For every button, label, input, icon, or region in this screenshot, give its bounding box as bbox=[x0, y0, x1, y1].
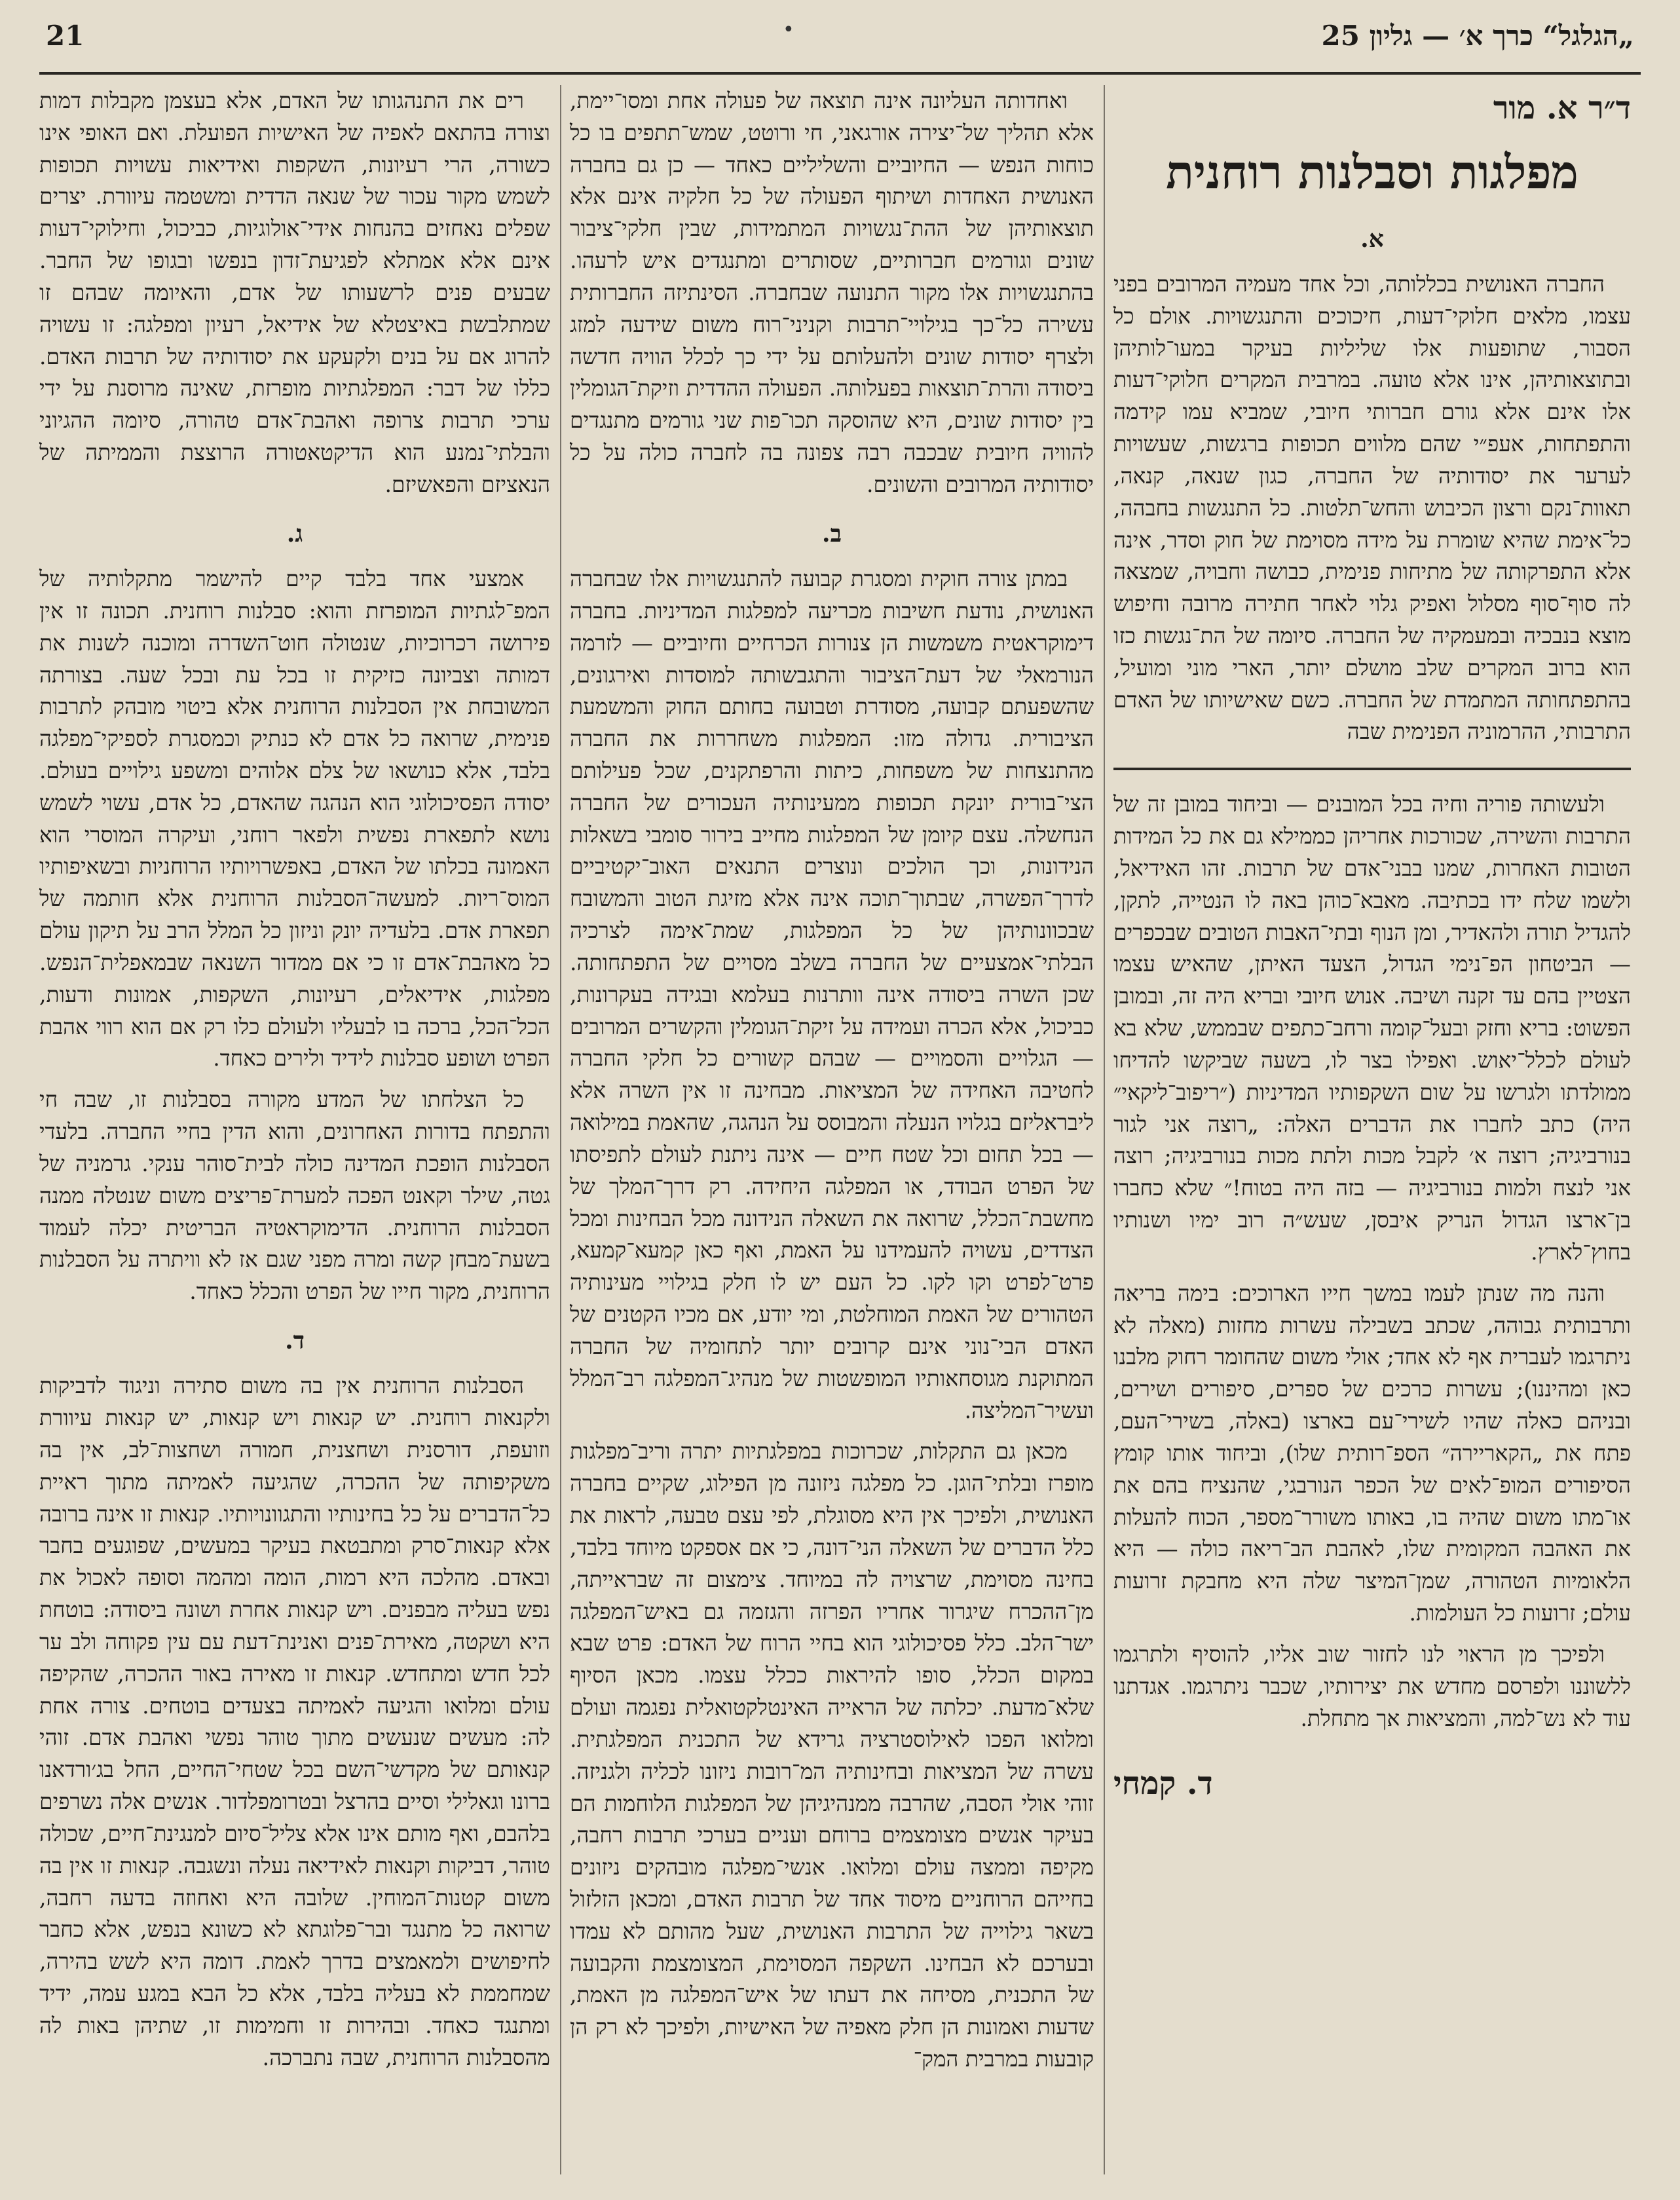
paragraph: החברה האנושית בכללותה, וכל אחד מעמיה המרובים בפני עצמו, מלאים חלוקי־דעות, חיכוכים והתנגשויות. אולם כל הסבור, שתופעות אלו שליליות בעיקר במעו־לותיהן ובתוצאותיהן, אינו אלא טועה. במרבית המקרים חלוקי־דעות אלו אינם אלא גורם חברותי חיובי, שמביא עמו קידמה והתפתחות, אעפ״י שהם מלווים תכופות ברגשות, שעשויות לערער את יסודותיה של החברה, כגון שנאה, קנאה, תאוות־נקם ורצון הכיבוש והחש־תלטות. כל התנגשות בחבהה, כל־אימת שהיא שומרת על מידה מסוימת של חוק וסדר, אינה אלא התפרקותה של מתיחות פנימית, כבושה וחבויה, שמצאה לה סוף־סוף מסלול ואפיק גלוי לאחר חתירה מרובה וחיפוש מוצא בנבכיה ובמעמקיה של החברה. סיומה של הת־נגשות כזו הוא ברוב המקרים שלב מושלם יותר, הארי מוני ומועיל, בהתפתחותה המתמדת של החברה. כשם שאישיותו של האדם התרבותי, ההרמוניה הפנימית שבה bbox=[1113, 270, 1631, 745]
page-header bbox=[0, 0, 1680, 79]
header-ornament: • bbox=[783, 18, 794, 41]
page-number: 21 bbox=[46, 20, 84, 52]
article-separator bbox=[1113, 768, 1631, 770]
paragraph: הסבלנות הרוחנית אין בה משום סתירה וניגוד לדביקות ולקנאות רוחנית. יש קנאות ויש קנאות, יש קנאות עיוורת וזועפת, דורסנית ושחצנית, חמורה ושחצות־לב, אין בה משקיפותה של ההכרה, שהגיעה לאמיתה מתוך ראיית כל־הדברים על כל בחינותיו והתגוונויותיו. קנאות זו אינה ברובה אלא קנאות־סרק ומתבטאת בעיקר במעשים, שפוגעים בחבר ובאדם. מהלכה היא רמות, הומה ומהמה וסופה לאכול את נפש בעליה מבפנים. ויש קנאות אחרת ושונה ביסודה: בוטחת היא ושקטה, מאירת־פנים ואנינת־דעת עם עין פקוחה ולב ער לכל חדש ומתחדש. קנאות זו מאירה באור ההכרה, שהקיפה עולם ומלואו והגיעה לאמיתה בצעדים בוטחים. צורה אחת לה: מעשים שנעשים מתוך טוהר נפשי ואהבת אדם. זוהי קנאותם של מקדשי־השם בכל שטחי־החיים, החל בג׳ורדאנו ברונו וגאלילי וסיים בהרצל ובטרומפלדור. אנשים אלה נשרפים בלהבם, ואף מותם אינו אלא צליל־סיום למנגינת־חיים, שכולה טוהר, דביקות וקנאות לאידיאה נעלה ונשגבה. קנאות זו אין בה משום קטנות־המוחין. שלובה היא ואחוזה בדעה רחבה, שרואה כל מתנגד ובר־פלוגתא לא כשונא בנפש, אלא כחבר לחיפושים ולמאמצים בדרך לאמת. דומה היא לשש בהירה, שמחממת לא בעליה בלבד, אלא כל הבא במגע עמה, ידיד ומתנגד כאחד. ובהירות זו וחמימות זו, שתיהן באות לה מהסבלנות הרוחנית, שבה נתברכה. bbox=[39, 1373, 550, 2070]
header-rule bbox=[39, 72, 1641, 75]
paragraph: מכאן גם התקלות, שכרוכות במפלגתיות יתרה וריב־מפלגות מופרז ובלתי־הוגן. כל מפלגה ניזונה מן הפילוג, שקיים בחברה האנושית, ולפיכך אין היא מסוגלת, לפי עצם טבעה, לראות את כלל הדברים של השאלה הני־דונה, כי אם אספקט מיוחד בלבד, בחינה מסוימת, שרצויה לה במיוחד. צימצום זה שבראייתה, מן־ההכרח שיגרור אחריו הפרזה והגזמה גם באיש־המפלגה ישר־הלב. כלל פסיכולוגי הוא בחיי הרוח של האדם: פרט שבא במקום הכלל, סופו להיראות ככלל עצמו. מכאן הסיוף שלא־מדעת. יכלתה של הראייה האינטלקטואלית נפגמה ועולם ומלואו הפכו לאילוסטרציה גרידא של התכנית המפלגתית. עשרה של המציאות ובחינותיה המ־רובות ניזונו לכליה ולגניזה. זוהי אולי הסבה, שהרבה ממנהיגיהן של המפלגות הלוחמות הם בעיקר אנשים מצומצמים ברוחם ועניים בערכי תרבות רחבה, מקיפה וממצה עולם ומלואו. אנשי־מפלגה מובהקים ניזונים בחייהם הרוחניים מיסוד אחד של תרבות האדם, ומכאן הזלזול בשאר גילוייה של התרבות האנושית, שעל מהותם לא עמדו ובערכם לא הבחינו. השקפה המסוימת, המצומצמת והקבועה של התכנית, מסיחה את דעתו של איש־המפלגה מן האמת, שדעות ואמונות הן חלק מאפיה של האישיות, ולפיכך לא רק הן קובעות במרבית המק־ bbox=[570, 1438, 1094, 2072]
paragraph: והנה מה שנתן לעמו במשך חייו הארוכים: בימה בריאה ותרבותית גבוהה, שכתב בשבילה עשרות מחזות (מאלה לא ניתרגמו לעברית אף לא אחד; אולי משום שהחומר רחוק מלבנו כאן ומהיננו); עשרות כרכים של ספרים, סיפורים ושירים, ובניהם כאלה שהיו לשירי־עם בארצו (באלה, בשירי־העם, פתח את „הקאריירה״ הספ־רותית שלו), וביחוד אותו קומץ הסיפורים המופ־לאים של הכפר הנורבגי, שהנציח בהם את או־מתו משום שהיה בו, באותו משורר־מספר, הכוח להעלות את האהבה המקומית שלו, לאהבת הב־ריאה כולה — היא הלאומיות הטהורה, שמן־המיצר שלה היא מחבקת זרועות עולם; זרועות כל העולמות. bbox=[1113, 1280, 1631, 1626]
paragraph: ולעשותה פוריה וחיה בכל המובנים — וביחוד במובן זה של התרבות והשירה, שכורכות אחריהן כממילא גם את כל המידות הטובות האחרות, שמנו בבני־אדם של תרבות. זהו האידיאל, ולשמו שלח ידו בכתיבה. מאבא־כוהן באה לו הנטייה, לתקן, להגדיל תורה ולהאדיר, ומן הנוף ובתי־האבות הטובים שבכפרים — הביטחון הפ־נימי הגדול, הצעד האיתן, שהאיש עצמו הצטיין בהם עד זקנה ושיבה. אנוש חיובי ובריא היה זה, ובמובן הפשוט: בריא וחזק ובעל־קומה ורחב־כתפים שבממש, שלא בא לעולם לכלל־יאוש. ואפילו בצר לו, בשעה שביקשו להדיחו ממולדתו ולגרשו על שום השקפותיו המדיניות (״ריפוב־ליקאי״ היה) כתב לחברו את הדברים האלה: „רוצה אני לגור בנורביגיה; רוצה א׳ לקבל מכות ולתת מכות בנורביגיה; רוצה אני לנצח ולמות בנורביגיה — בזה היה בטוח!״ שלא כחברו בן־ארצו הגדול הנריק איבסן, שעש״ה רוב ימיו ושנותיו בחוץ־לארץ. bbox=[1113, 791, 1631, 1265]
paragraph: ולפיכך מן הראוי לנו לחזור שוב אליו, להוסיף ולתרגמו ללשוננו ולפרסם מחדש את יצירותיו, שכבר ניתרגמו. אגדתנו עוד לא נש־למה, והמציאות אך מתחלת. bbox=[1113, 1641, 1631, 1731]
paragraph: רים את התנהגותו של האדם, אלא בעצמן מקבלות דמות וצורה בהתאם לאפיה של האישיות הפועלת. ואם האופי אינו כשורה, הרי רעיונות, השקפות ואידיאות עשויות תכופות לשמש מקור עכור של שנאה הדדית ומשטמה עיוורת. יצרים שפלים נאחזים בהנחות אידי־אולוגיות, כביכול, וחילוקי־דעות אינם אלא אמתלא לפגיעת־זדון בנפשו ובגופו של החבר. שבעים פנים לרשעותו של אדם, והאיומה שבהם זו שמתלבשת באיצטלא של אידיאל, רעיון ומפלגה: זו עשויה להרוג אם על בנים ולקעקע את יסודותיה של תרבות האדם. כללו של דבר: המפלגתיות מופרזת, שאינה מרוסנת על ידי ערכי תרבות צרופה ואהבת־אדם טהורה, סיומה ההגיוני והבלתי־נמנע הוא הדיקטאטורה הרוצצת והממיתה של הנאציזם והפאשיזם. bbox=[39, 88, 550, 497]
running-head: „הגלגל“ כרך א׳ — גליון 25 bbox=[1321, 20, 1634, 52]
column-left bbox=[39, 85, 550, 2083]
column-divider bbox=[1104, 85, 1105, 2174]
section-heading: ב. bbox=[822, 519, 842, 548]
section-heading: א. bbox=[1360, 225, 1384, 253]
paragraph: כל הצלחתו של המדע מקורה בסבלנות זו, שבה חי והתפתח בדורות האחרונים, והוא הדין בחיי החברה. בלעדי הסבלנות הופכת המדינה כולה לבית־סוהר ענקי. גרמניה של גטה, שילר וקאנט הפכה למערת־פריצים משום שנטלה ממנה הסבלנות הרוחנית. הדימוקראטיה הבריטית יכלה לעמוד בשעת־מבחן קשה ומרה מפני שגם אז לא וויתרה על הסבלנות הרוחנית, מקור חייו של הפרט והכלל כאחד. bbox=[39, 1087, 550, 1305]
paragraph: במתן צורה חוקית ומסגרת קבועה להתנגשויות אלו שבחברה האנושית, נודעת חשיבות מכריעה למפלגות המדיניות. בחברה דימוקראטית משמשות הן צנורות הכרחיים וחיוביים — לזרמה הנורמאלי של דעת־הציבור והתגבשותה למוסדות ואירגונים, שהשפעתם קבועה, מסודרת וטבועה בחותם החוק והמשמעת הציבורית. גדולה מזו: המפלגות משחררות את החברה מהתנצחות של משפחות, כיתות והרפתקנים, שכל פעילותם הצי־בורית יונקת תכופות ממעינותיה העכורים של החברה הנחשלה. עצם קיומן של המפלגות מחייב בירור סומבי בשאלות הנידונות, וכך הולכים ונוצרים התנאים האוב־יקטיביים לדרך־הפשרה, שבתוך־תוכה אינה אלא מזיגת הטוב והמשובח שבכוונותיהן של כל המפלגות, שמת־אימה לצרכיה הבלתי־אמצעיים של החברה בשלב מסויים של התפתחותה. שכן השרה ביסודה אינה וותרנות בעלמא ובגידה בעקרונות, כביכול, אלא הכרה ועמידה על זיקת־הגומלין והקשרים המרובים — הגלויים והסמויים — שבהם קשורים כל חלקי החברה לחטיבה האחידה של המציאות. מבחינה זו אין השרה אלא ליבראליזם בגלויו הנעלה והמבוסס על הנהגה, שהאמת במילואה — בכל תחום וכל שטח חיים — אינה ניתנת לעולם לתפיסתו של הפרט הבודד, או המפלגה היחידה. רק דרך־המלך של מחשבת־הכלל, שרואה את השאלה הנידונה מכל הבחינות ומכל הצדדים, עשויה להעמידנו על האמת, ואף כאן קמעא־קמעא, פרט־לפרט וקו לקו. כל העם יש לו חלק בגילויי מעינותיה הטהורים של האמת המוחלטת, ומי יודע, אם מכיו הקטנים של האדם הבי־נוני אינם קרובים יותר לתחומיה של החברה המתוקנת מגוסחאותיו המופשטות של מנהיג־המפלגה רב־המלל ועשיר־המליצה. bbox=[570, 566, 1094, 1423]
paragraph: אמצעי אחד בלבד קיים להישמר מתקלותיה של המפ־לגתיות המופרזת והוא: סבלנות רוחנית. תכונה זו אין פירושה רכרוכיות, שנטולה חוט־השדרה ומוכנה לשנות את דמותה וצביונה כזיקית זו בכל עת ובכל שעה. בצורתה המשובחת אין הסבלנות הרוחנית אלא ביטוי מובהק לתרבות פנימית, שרואה כל אדם לא כנתיק וכמסגרת לספיקי־מפלגה בלבד, אלא כנושאו של צלם אלוהים ומשפע גילויים בעולם. יסודה הפסיכולוגי הוא הנהגה שהאדם, כל אדם, עשוי לשמש נושא לתפארת נפשית ולפאר רוחני, ועיקרה המוסרי הוא האמונה בכלתו של האדם, באפשרויותיו הרוחניות ובשאיפותיו המוס־ריות. למעשה־הסבלנות הרוחנית אלא חותמה של תפארת אדם. בלעדיה יונק וניזון כל המלל הרב על תיקון עולם כל מאהבת־אדם זו כי אם ממדור השנאה שבמאפלית־הנפש. מפלגות, אידיאלים, רעיונות, השקפות, אמונות ודעות, הכל־הכל, ברכה בו לבעליו ולעולם כלו רק אם הוא רווי אהבת הפרט ושופע סבלנות לידיד ולירים כאחד. bbox=[39, 566, 550, 1072]
column-middle bbox=[570, 85, 1094, 2085]
article-author: ד״ר א. מור bbox=[1493, 90, 1631, 126]
article-signature: ד. קמחי bbox=[1113, 1765, 1213, 1802]
section-heading: ג. bbox=[286, 519, 303, 548]
paragraph: ואחדותה העליונה אינה תוצאה של פעולה אחת ומסו־יימת, אלא תהליך של־יצירה אורגאני, חי ורוטט, שמש־תתפים בו כל כוחות הנפש — החיוביים והשליליים כאחד — כן גם בחברה האנושית האחדות ושיתוף הפעולה של כל חלקיה אינם אלא תוצאותיהן של ההת־נגשויות המתמידות, שבין חלקי־ציבור שונים וגורמים חברותיים, שסותרים ומתנגדים איש לרעהו. בהתנגשויות אלו מקור התנועה שבחברה. הסינתיזה החברותית עשירה כל־כך בגילויי־תרבות וקניני־רוח משום שידעה למזג ולצרף יסודות שונים ולהעלותם על ידי כך לכלל הוויה חדשה ביסודה והרת־תוצאות בפעלותה. הפעולה ההדדית וזיקת־הגומלין בין יסודות שונים, היא שהוסקה תכו־פות שני גורמים מתנגדים להוויה חיובית שבכבה רבה צפונה בה לחברה כולה על כל יסודותיה המרובים והשונים. bbox=[570, 88, 1094, 497]
article-title: מפלגות וסבלנות רוחנית bbox=[1166, 145, 1578, 200]
column-right bbox=[1113, 85, 1631, 1807]
section-heading: ד. bbox=[285, 1327, 305, 1355]
column-divider bbox=[560, 85, 561, 2174]
